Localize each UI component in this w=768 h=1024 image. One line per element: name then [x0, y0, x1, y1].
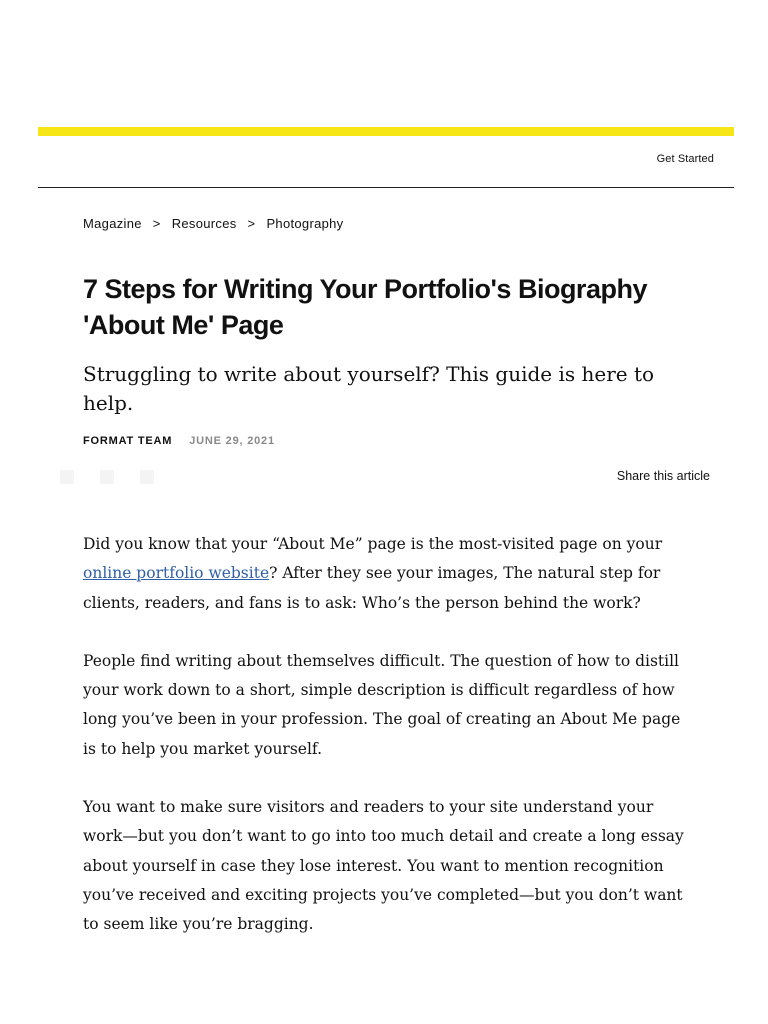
get-started-button[interactable]: Get Started [656, 153, 714, 165]
breadcrumb-magazine-link[interactable]: Magazine [83, 216, 142, 231]
header-divider [38, 187, 734, 188]
breadcrumb-separator: > [152, 216, 161, 231]
share-row [60, 466, 710, 490]
email-icon[interactable] [140, 470, 154, 484]
paragraph-text: ? After they see your images, The natural step for clients, readers, and fans is to ask: Who’s the person behind the work? [83, 564, 661, 612]
paragraph-text: Did you know that your “About Me” page is the most-visited page on your [83, 535, 663, 553]
article-title: 7 Steps for Writing Your Portfolio's Biography 'About Me' Page [83, 274, 647, 340]
article-paragraph [83, 530, 688, 618]
article-paragraph: People find writing about themselves difficult. The question of how to distill your work down to a short, simple description is difficult regardless of how long you’ve been in your profession. The goal of creating an About Me page is to help you market yourself. [83, 651, 681, 758]
article-body [83, 530, 688, 969]
article-paragraph: You want to make sure visitors and readers to your site understand your work—but you don’t want to go into too much detail and create a long essay about yourself in case they lose interest. You want to mention recognition you’ve received and exciting projects you’ve completed—but you don’t want to seem like you’re bragging. [83, 798, 684, 934]
breadcrumb-separator: > [247, 216, 256, 231]
author-link[interactable]: FORMAT TEAM [83, 435, 173, 447]
facebook-icon[interactable] [60, 470, 74, 484]
breadcrumb [83, 216, 343, 231]
twitter-icon[interactable] [100, 470, 114, 484]
share-article-label: Share this article [616, 469, 710, 483]
breadcrumb-photography-link[interactable]: Photography [266, 216, 344, 231]
article-subtitle: Struggling to write about yourself? This guide is here to help. [83, 362, 655, 415]
publish-date: JUNE 29, 2021 [189, 435, 275, 447]
online-portfolio-website-link[interactable]: online portfolio website [83, 564, 270, 583]
brand-accent-bar [38, 127, 734, 136]
breadcrumb-resources-link[interactable]: Resources [171, 216, 237, 231]
article-meta [83, 435, 275, 447]
share-icons [60, 470, 154, 484]
